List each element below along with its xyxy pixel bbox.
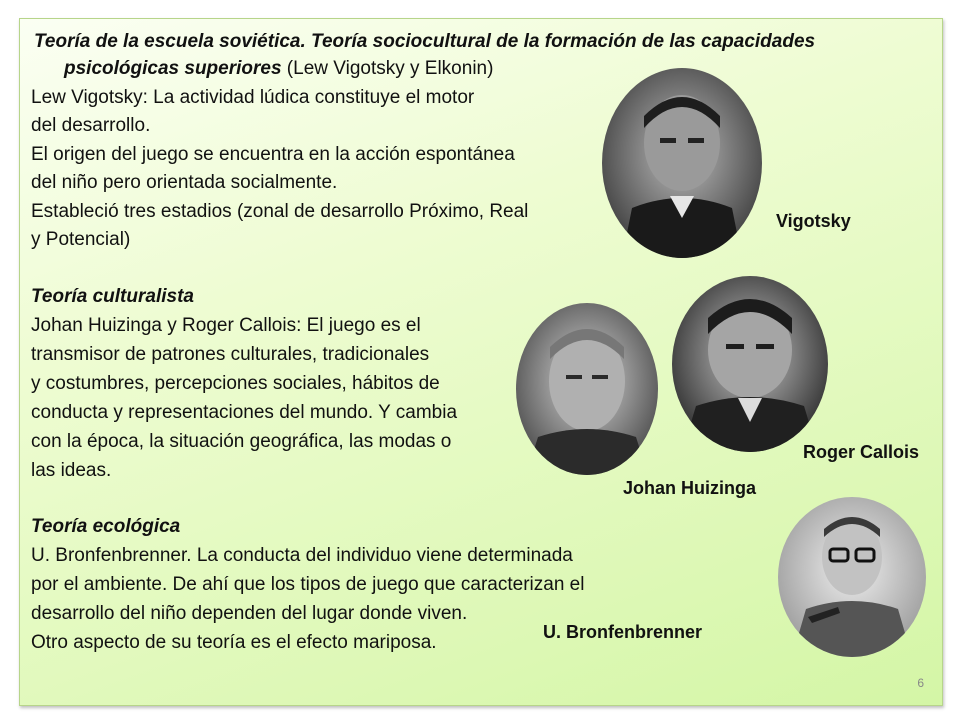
vig-line-4: del niño pero orientada socialmente. — [31, 172, 338, 193]
vig-line-1: Lew Vigotsky: La actividad lúdica constituye el motor — [31, 87, 475, 108]
bronfenbrenner-portrait — [778, 497, 926, 657]
huizinga-portrait — [516, 303, 658, 475]
cult-line-4: conducta y representaciones del mundo. Y cambia — [31, 402, 458, 423]
eco-line-2: por el ambiente. De ahí que los tipos de juego que caracterizan el — [31, 574, 585, 595]
cult-title: Teoría culturalista — [31, 286, 194, 307]
vig-line-5: Estableció tres estadios (zonal de desarrollo Próximo, Real — [31, 201, 529, 222]
caption-bronfenbrenner: U. Bronfenbrenner — [543, 622, 703, 642]
cult-line-2: transmisor de patrones culturales, tradicionales — [31, 344, 430, 365]
cult-line-5: con la época, la situación geográfica, las modas o — [31, 431, 452, 452]
vig-line-2: del desarrollo. — [31, 115, 151, 136]
cult-line-3: y costumbres, percepciones sociales, hábitos de — [31, 373, 440, 394]
eco-title: Teoría ecológica — [31, 516, 181, 537]
eco-line-3: desarrollo del niño dependen del lugar donde viven. — [31, 603, 468, 624]
heading-italic-part: psicológicas superiores — [64, 58, 282, 79]
caption-callois: Roger Callois — [803, 442, 920, 462]
heading-line-2 — [64, 57, 493, 80]
vigotsky-portrait — [602, 68, 762, 258]
cult-line-1: Johan Huizinga y Roger Callois: El juego es el — [31, 315, 421, 336]
eco-line-4: Otro aspecto de su teoría es el efecto mariposa. — [31, 632, 437, 653]
callois-portrait — [672, 276, 828, 452]
page-number: 6 — [917, 676, 924, 690]
cult-line-6: las ideas. — [31, 460, 112, 481]
heading-line-1: Teoría de la escuela soviética. Teoría sociocultural de la formación de las capacidades — [34, 31, 816, 52]
caption-huizinga: Johan Huizinga — [623, 478, 757, 498]
eco-line-1: U. Bronfenbrenner. La conducta del individuo viene determinada — [31, 545, 573, 566]
caption-vigotsky: Vigotsky — [776, 211, 851, 231]
heading-normal-part: (Lew Vigotsky y Elkonin) — [281, 58, 494, 79]
vig-line-6: y Potencial) — [31, 229, 131, 250]
vig-line-3: El origen del juego se encuentra en la acción espontánea — [31, 144, 515, 165]
